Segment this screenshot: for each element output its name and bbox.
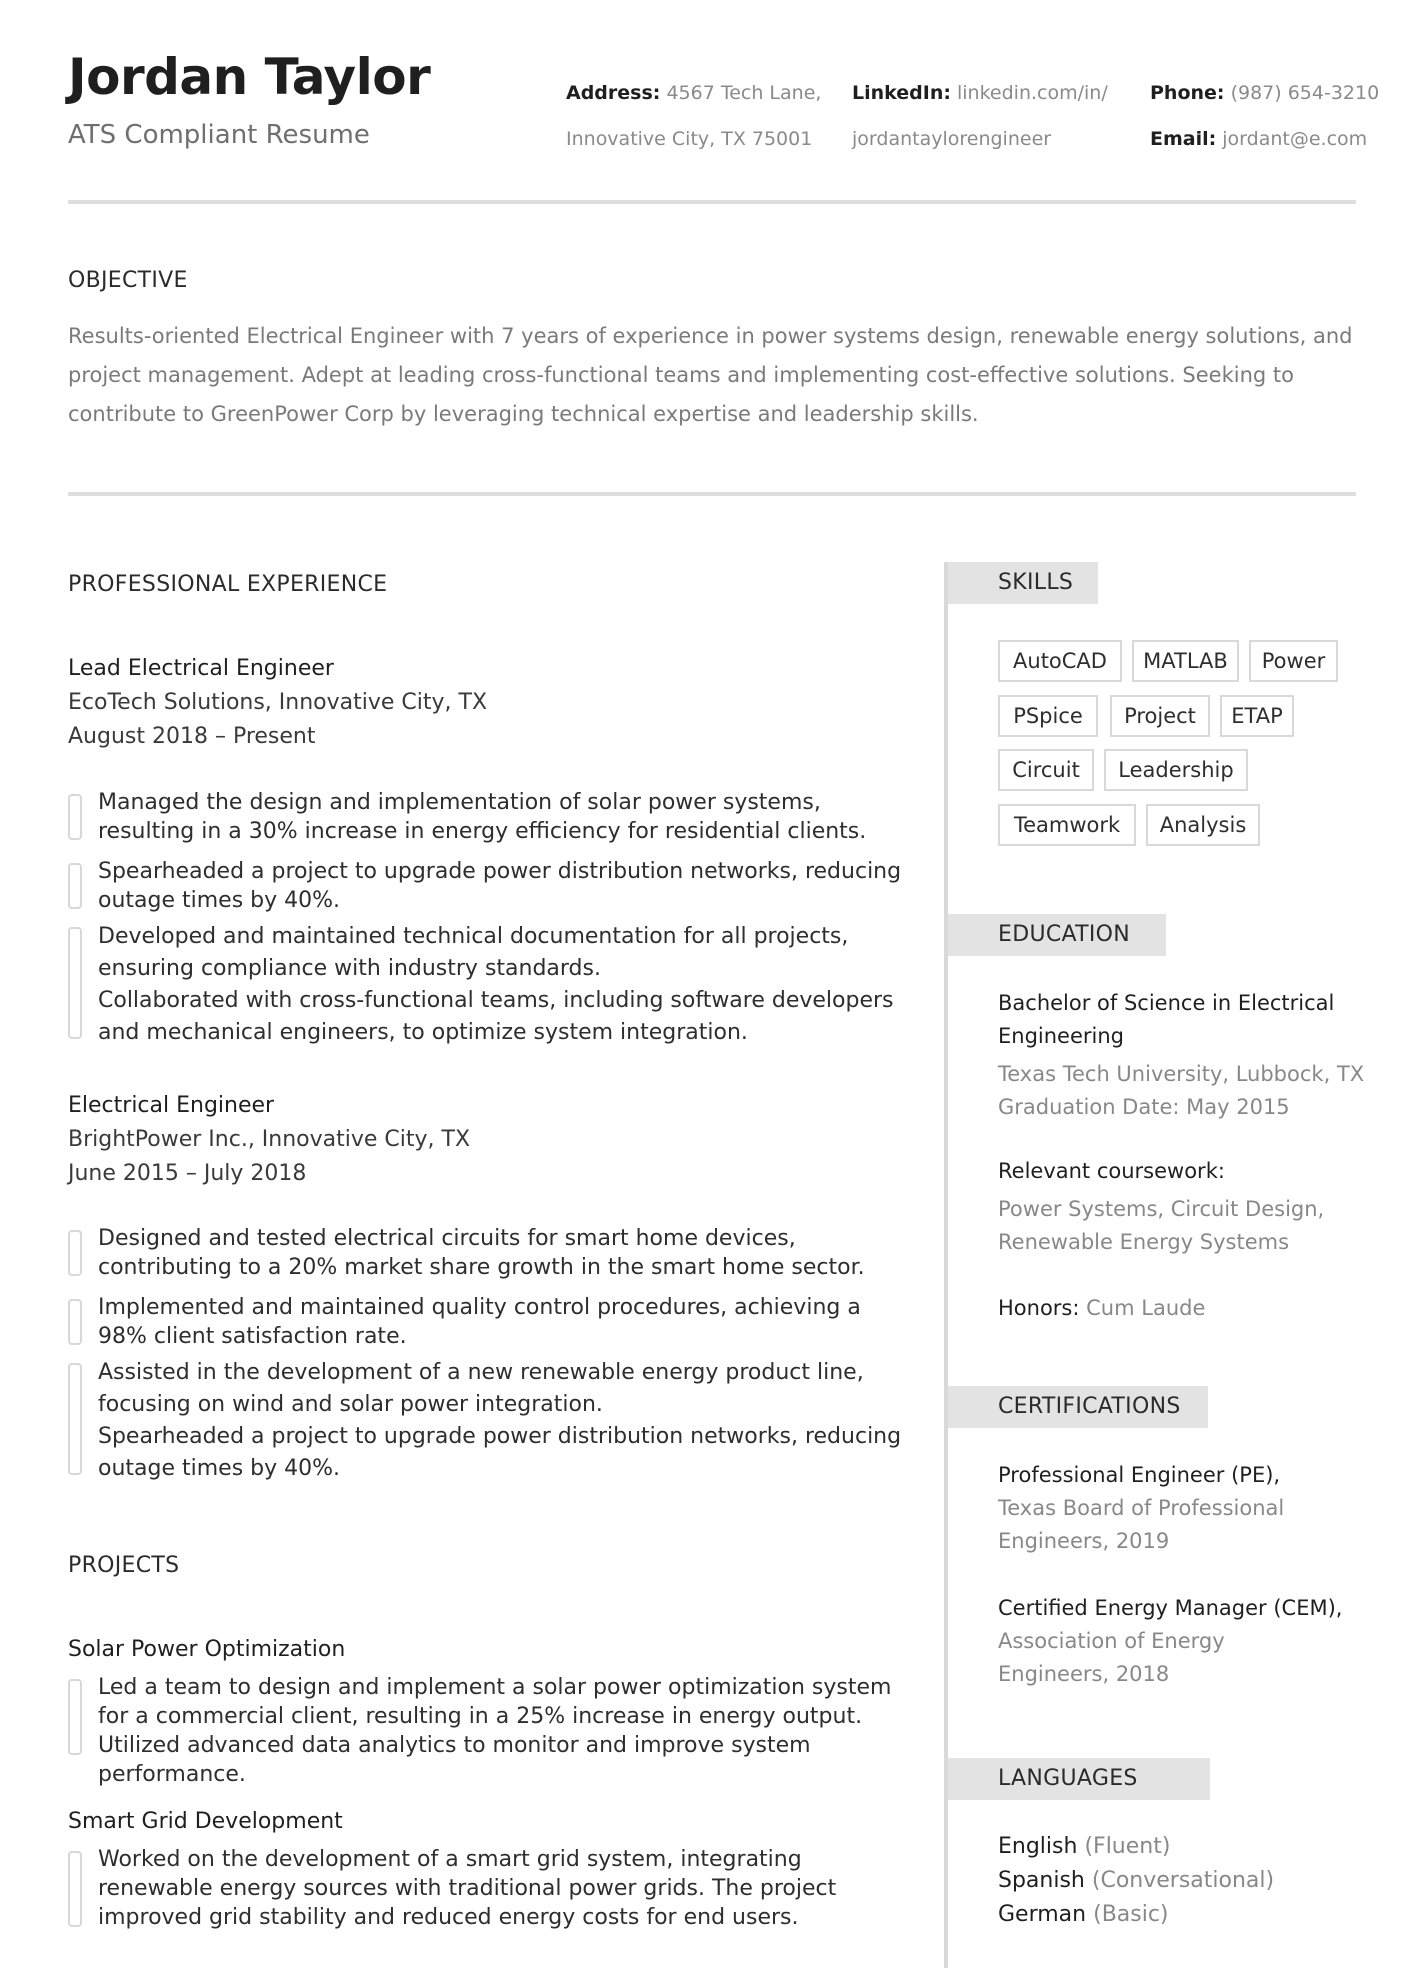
language-level: (Basic) bbox=[1093, 1902, 1169, 1927]
resume-subtitle: ATS Compliant Resume bbox=[68, 120, 370, 150]
education-heading: EDUCATION bbox=[948, 914, 1166, 956]
bullet-text: Managed the design and implementation of solar power systems, resulting in a 30% increase in energy efficiency for residential clients. bbox=[98, 790, 867, 844]
bullet-item bbox=[68, 921, 908, 1049]
degree-line1: Bachelor of Science in Electrical bbox=[998, 991, 1335, 1015]
honors bbox=[998, 1292, 1205, 1325]
bullet-item bbox=[68, 1293, 908, 1351]
bullet-text: Spearheaded a project to upgrade power distribution networks, reducing outage times by 40%. bbox=[98, 1424, 902, 1481]
certification-issuer bbox=[998, 1625, 1225, 1691]
certification-issuer-line1: Texas Board of Professional bbox=[998, 1496, 1285, 1520]
bullet-text: Implemented and maintained quality control procedures, achieving a 98% client satisfaction rate. bbox=[98, 1295, 861, 1349]
coursework-list bbox=[998, 1193, 1324, 1259]
skill-tag: AutoCAD bbox=[998, 640, 1122, 682]
certification-issuer-line2: Engineers, 2019 bbox=[998, 1529, 1170, 1553]
coursework-line2: Renewable Energy Systems bbox=[998, 1230, 1290, 1254]
bullet-item bbox=[68, 1357, 908, 1485]
skill-tag: Circuit bbox=[998, 749, 1094, 791]
experience-heading: PROFESSIONAL EXPERIENCE bbox=[68, 572, 388, 597]
address-label: Address: bbox=[566, 82, 661, 104]
coursework-label: Relevant coursework: bbox=[998, 1159, 1225, 1183]
language-name: Spanish bbox=[998, 1868, 1085, 1893]
job-company: BrightPower Inc., Innovative City, TX bbox=[68, 1127, 471, 1152]
language-level: (Fluent) bbox=[1084, 1834, 1171, 1859]
job-meta bbox=[68, 686, 487, 754]
job-meta bbox=[68, 1123, 470, 1191]
bullet-bar bbox=[68, 1679, 82, 1755]
phone-value: (987) 654-3210 bbox=[1230, 82, 1380, 104]
project-title: Solar Power Optimization bbox=[68, 1637, 346, 1662]
skill-tag: Project bbox=[1110, 695, 1210, 737]
job-company: EcoTech Solutions, Innovative City, TX bbox=[68, 690, 488, 715]
project-text: Led a team to design and implement a solar power optimization system for a commercial client, resulting in a 25% increase in energy output. Utilized advanced data analytics to monitor and improve system performance. bbox=[98, 1675, 892, 1787]
language-level: (Conversational) bbox=[1091, 1868, 1275, 1893]
bullet-bar bbox=[68, 794, 82, 840]
skill-tag: MATLAB bbox=[1132, 640, 1239, 682]
bullet-text: Spearheaded a project to upgrade power distribution networks, reducing outage times by 40%. bbox=[98, 859, 902, 913]
bullet-item bbox=[68, 1224, 908, 1282]
project-item bbox=[68, 1673, 908, 1789]
certification-issuer-line2: Engineers, 2018 bbox=[998, 1662, 1170, 1686]
objective-text: Results-oriented Electrical Engineer with 7 years of experience in power systems design, renewable energy solutions, and project management. Adept at leading cross-functional teams and implementing cost-effective solutions. Seeking to contribute to GreenPower Corp by leveraging technical expertise and leadership skills. bbox=[68, 324, 1353, 426]
bullet-bar bbox=[68, 1851, 82, 1927]
school-info bbox=[998, 1058, 1364, 1124]
contact-linkedin bbox=[852, 70, 1108, 162]
project-title: Smart Grid Development bbox=[68, 1809, 343, 1834]
skill-tag: Teamwork bbox=[998, 804, 1136, 846]
degree-title bbox=[998, 987, 1334, 1053]
bullet-bar bbox=[68, 1299, 82, 1345]
skills-heading: SKILLS bbox=[948, 562, 1098, 604]
email-label: Email: bbox=[1150, 128, 1217, 150]
bullet-item bbox=[68, 857, 908, 915]
school-name: Texas Tech University, Lubbock, TX bbox=[998, 1062, 1365, 1086]
bullet-bar bbox=[68, 1363, 82, 1475]
header-divider bbox=[68, 200, 1356, 204]
bullet-text: Collaborated with cross-functional teams, including software developers and mechanical engineers, to optimize system integration. bbox=[98, 988, 894, 1045]
contact-address bbox=[566, 70, 821, 162]
job-title: Electrical Engineer bbox=[68, 1093, 275, 1118]
objective-heading: OBJECTIVE bbox=[68, 268, 188, 293]
linkedin-line1: linkedin.com/in/ bbox=[957, 82, 1108, 104]
language-item bbox=[998, 1864, 1274, 1898]
certification-issuer-line1: Association of Energy bbox=[998, 1629, 1225, 1653]
skill-tag: Power bbox=[1249, 640, 1338, 682]
language-item bbox=[998, 1830, 1170, 1864]
email-value: jordant@e.com bbox=[1222, 128, 1368, 150]
languages-heading: LANGUAGES bbox=[948, 1758, 1210, 1800]
language-item bbox=[998, 1898, 1169, 1932]
skill-tag: ETAP bbox=[1220, 695, 1294, 737]
address-line1: 4567 Tech Lane, bbox=[666, 82, 822, 104]
project-item bbox=[68, 1845, 908, 1932]
bullet-bar bbox=[68, 863, 82, 909]
honors-label: Honors: bbox=[998, 1296, 1080, 1320]
job-dates: June 2015 – July 2018 bbox=[68, 1161, 307, 1186]
honors-value: Cum Laude bbox=[1086, 1296, 1206, 1320]
address-line2: Innovative City, TX 75001 bbox=[566, 128, 813, 150]
bullet-item bbox=[68, 788, 908, 846]
bullet-bar bbox=[68, 927, 82, 1039]
linkedin-label: LinkedIn: bbox=[852, 82, 951, 104]
language-name: English bbox=[998, 1834, 1078, 1859]
bullet-text: Developed and maintained technical documentation for all projects, ensuring compliance with industry standards. bbox=[98, 924, 849, 981]
bullet-text: Designed and tested electrical circuits for smart home devices, contributing to a 20% market share growth in the smart home sector. bbox=[98, 1226, 865, 1280]
phone-label: Phone: bbox=[1150, 82, 1225, 104]
certification-name: Professional Engineer (PE), bbox=[998, 1463, 1281, 1487]
contact-phone-email bbox=[1150, 70, 1379, 162]
language-name: German bbox=[998, 1902, 1087, 1927]
bullet-text: Assisted in the development of a new renewable energy product line, focusing on wind and solar power integration. bbox=[98, 1360, 864, 1417]
graduation-date: Graduation Date: May 2015 bbox=[998, 1095, 1290, 1119]
degree-line2: Engineering bbox=[998, 1024, 1124, 1048]
projects-heading: PROJECTS bbox=[68, 1553, 180, 1578]
project-text: Worked on the development of a smart grid system, integrating renewable energy sources with traditional power grids. The project improved grid stability and reduced energy costs for end users. bbox=[98, 1847, 837, 1930]
job-dates: August 2018 – Present bbox=[68, 724, 316, 749]
bullet-bar bbox=[68, 1230, 82, 1276]
skill-tag: Analysis bbox=[1146, 804, 1260, 846]
certification-name: Certified Energy Manager (CEM), bbox=[998, 1596, 1343, 1620]
certification-issuer bbox=[998, 1492, 1284, 1558]
candidate-name: Jordan Taylor bbox=[68, 48, 431, 106]
skill-tag: Leadership bbox=[1104, 749, 1248, 791]
skill-tag: PSpice bbox=[998, 695, 1098, 737]
certifications-heading: CERTIFICATIONS bbox=[948, 1386, 1208, 1428]
job-title: Lead Electrical Engineer bbox=[68, 656, 334, 681]
linkedin-line2: jordantaylorengineer bbox=[852, 128, 1052, 150]
objective-divider bbox=[68, 492, 1356, 496]
coursework-line1: Power Systems, Circuit Design, bbox=[998, 1197, 1325, 1221]
